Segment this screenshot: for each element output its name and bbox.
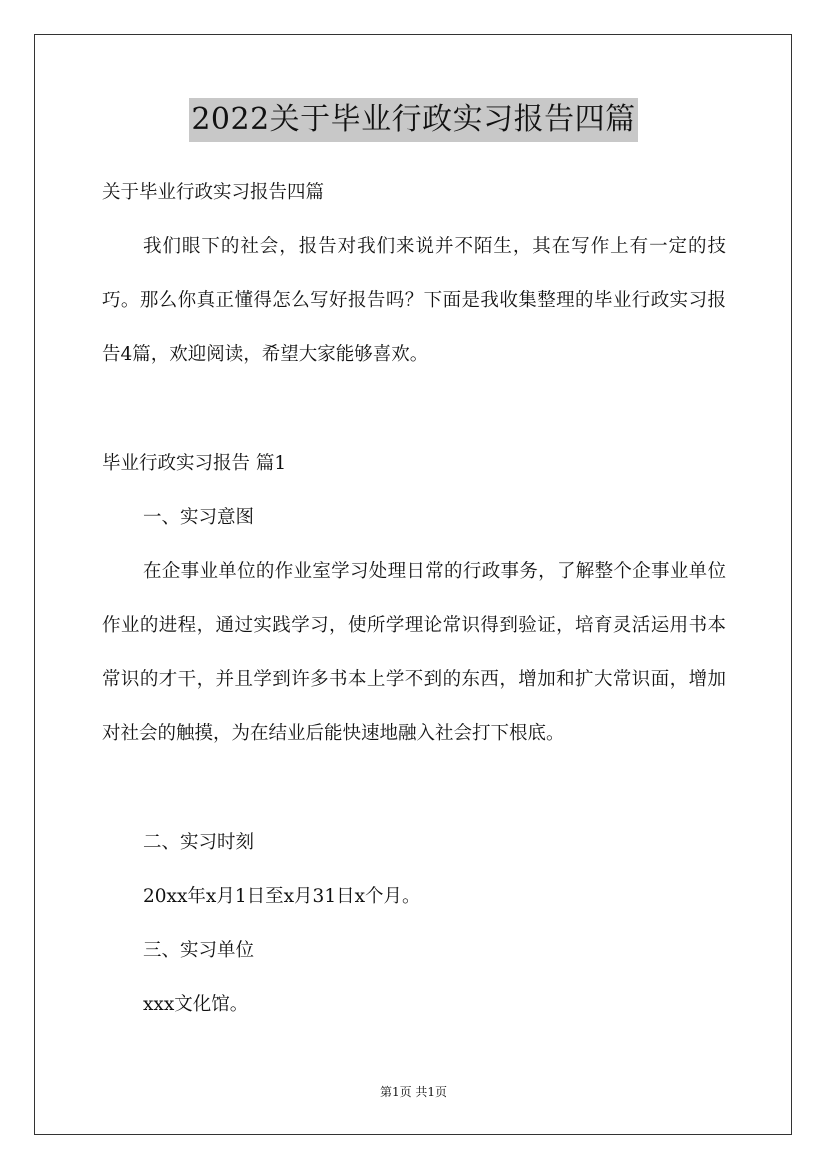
- intro-paragraph: 我们眼下的社会，报告对我们来说并不陌生，其在写作上有一定的技巧。那么你真正懂得怎么写好报告吗？下面是我收集整理的毕业行政实习报告4篇，欢迎阅读，希望大家能够喜欢。: [102, 236, 726, 365]
- title-container: [0, 98, 827, 142]
- document-title: 2022关于毕业行政实习报告四篇: [189, 98, 637, 142]
- item-heading-purpose: 一、实习意图: [143, 507, 255, 528]
- item-heading-unit: 三、实习单位: [143, 940, 255, 961]
- item-body-purpose: 在企事业单位的作业室学习处理日常的行政事务，了解整个企事业单位作业的进程，通过实践学习，使所学理论常识得到验证，培育灵活运用书本常识的才干，并且学到许多书本上学不到的东西，增加和扩大常识面，增加对社会的触摸，为在结业后能快速地融入社会打下根底。: [102, 561, 726, 744]
- section-heading: 毕业行政实习报告 篇1: [102, 453, 287, 474]
- item-body-time: 20xx年x月1日至x月31日x个月。: [143, 886, 421, 907]
- page-number: 第1页 共1页: [379, 1085, 448, 1099]
- item-body-unit: xxx文化馆。: [143, 994, 249, 1015]
- document-subtitle: 关于毕业行政实习报告四篇: [102, 182, 325, 203]
- item-heading-time: 二、实习时刻: [143, 832, 255, 853]
